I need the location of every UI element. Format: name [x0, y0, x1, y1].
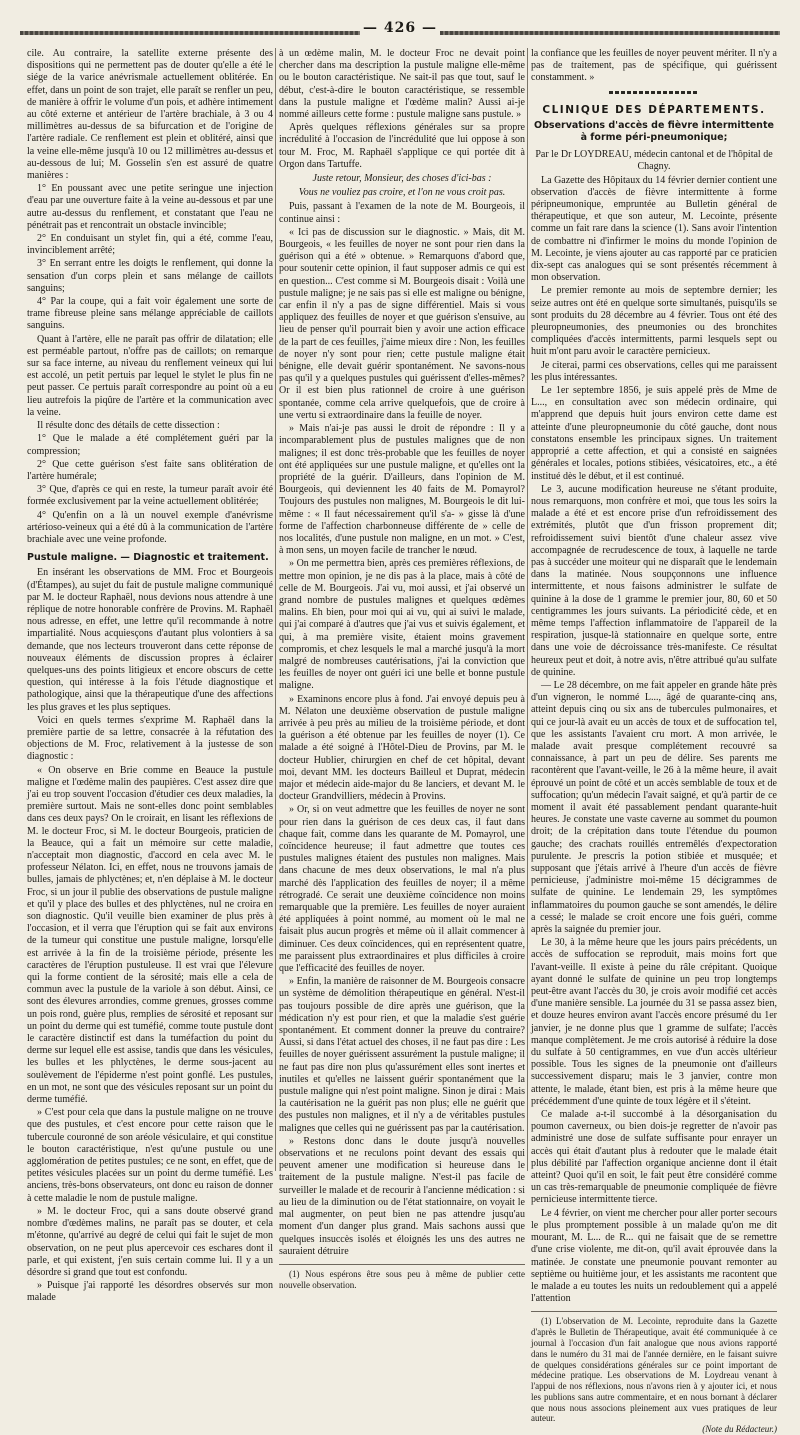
- paragraph: Ce malade a-t-il succombé à la désorganisation du poumon caverneux, ou bien dois-je regretter de n'avoir pas administré une dose de sulfate suffisante pour enrayer un accès qui était d'autant plus à redouter que le malade était plus débilité par l'affection organique ancienne dont il était atteint? Quoi qu'il en soit, le fait peut être considéré comme un cas très-remarquable de pneumonie compliquée de fièvre pernicieuse intermittente tierce.: [531, 1109, 777, 1206]
- paragraph: » C'est pour cela que dans la pustule maligne on ne trouve que des pustules, et c'est encore pour cette raison que le tubercule couronné de son aréole vésiculaire, et qui constitue le bouton caractéristique, n'est qu'une pustule ou une agglomération de petites pustules; ce ne sont, en effet, que de petites vésicules placées sur un point du derme tuméfié. Les anciens, très-bons observateurs, ont donc eu raison de donner à cette maladie le nom de pustule maligne.: [27, 1107, 273, 1204]
- paragraph: » Mais n'ai-je pas aussi le droit de répondre : Il y a incomparablement plus de pustules malignes que de non malignes; il est donc très-probable que les feuilles de noyer ont été appliquées sur une pustule maligne, et qu'elles ont la propriété de la guérir. D'ailleurs, dans l'opinion de M. Bourgeois, qui deviennent les 40 faits de M. Pomayrol? Toujours des pustules non malignes, M. Bourgeois le dit lui-même : « Il faut nécessairement qu'il s'a- » gisse là d'une forme de l'affection charbonneuse différente de » celle de nos localités, d'une pustule non maligne, en un mot. » C'est, à mon sens, un moyen facile de trancher le nœud.: [279, 423, 525, 557]
- page-number: — 426 —: [20, 20, 780, 42]
- paragraph: Après quelques réflexions générales sur sa propre incrédulité à l'occasion de l'incrédulité que lui oppose à son tour M. Froc, M. Raphaël s'applique ce qui portée dit à Orgon dans Tartuffe.: [279, 122, 525, 170]
- paragraph: « On observe en Brie comme en Beauce la pustule maligne et l'œdème malin des paupières. C'est assez dire que j'ai eu trop souvent l'occasion d'étudier ces deux maladies, la première surtout. Mais ne sont-elles donc point semblables dans ces deux pays? On le croirait, en lisant les réflexions de M. le docteur Froc, si M. le docteur Bourgeois, praticien de la Beauce, qui a fait un mémoire sur cette maladie, n'acceptait mon diagnostic, d'accord en cela avec M. le professeur Nélaton. Ici, en effet, nous ne trouvons jamais de bulles, jamais de phlyctènes; et, n'en déplaise à M. le docteur Froc, si un jour il publie des observations de pustule maligne et qu'il y place des bulles et des phlyctènes, nul ne croira en son diagnostic. Qu'il veuille bien examiner de plus près à l'occasion, et il verra que l'éruption qui se fait aux environs de la tumeur qui constitue une pustule maligne, lorsqu'elle est arrivée à la fin de la troisième période, présente les caractères de l'éruption pustuleuse. Il est vrai que l'élevure qui la forme contient de la sérosité; mais elle a cela de commun avec la pustule de la variole à son début. Ainsi, ce sont des élevures arrondies, comme grenues, grosses comme un pois rond, guère plus, remplies de sérosité et reposant sur un point du derme qui est tuméfié, comme toute pustule dont le caractère distinctif est dans la tuméfaction du point du derme sur lequel elle est assise, tandis que dans les vésicules, les bulles et les phlyctènes, le derme sous-jacent au soulèvement de l'épiderme n'est point gonflé. Les pustules, en un mot, ne sont que des vésicules reposant sur un point du derme tuméfié.: [27, 764, 273, 1106]
- paragraph: 2° En conduisant un stylet fin, qui a été, comme l'eau, invinciblement arrêté;: [27, 233, 273, 257]
- ornament-divider: [609, 91, 699, 94]
- paragraph: 4° Qu'enfin on a là un nouvel exemple d'anévrisme artérioso-veineux qui a été dû à la communication de l'artère brachiale avec une veine profonde.: [27, 509, 273, 545]
- paragraph: En insérant les observations de MM. Froc et Bourgeois (d'Étampes), au sujet du fait de pustule maligne communiqué par M. le docteur Raphaël, nous devions nous attendre à une réplique de notre honorable confrère de Provins. M. Raphaël nous adresse, en effet, une lettre qu'il recommande à notre impartialité. Nous acquiesçons d'autant plus volontiers à sa demande, que nos lecteurs trouveront dans cette réponse de nouveaux éléments de discussion propres à éclairer quelques-uns des points litigieux et encore obscurs de cette question, qui intéresse à la fois l'étude diagnostique et pathologique, ainsi que la thérapeutique d'une des affections les plus graves et les plus septiques.: [27, 567, 273, 713]
- paragraph: Quant à l'artère, elle ne paraît pas offrir de dilatation; elle est perméable partout, n'offre pas de caillots; on remarque sur sa face interne, au niveau du renflement veineux qui lui est accolé, un petit pertuis par lequel le stylet le plus fin ne peut passer. Ce pertuis paraît correspondre au point où a eu lieu autrefois la piqûre de l'artère et la communication avec la veine.: [27, 333, 273, 418]
- column-rule: [275, 48, 276, 1171]
- column-2: [279, 48, 525, 1290]
- verse-quote: Vous ne vouliez pas croire, et l'on ne vous croit pas.: [298, 187, 506, 199]
- paragraph: » Or, si on veut admettre que les feuilles de noyer ne sont pour rien dans la guérison de ces deux cas, il faut dans chaque fait, comme dans les quarante de M. Pomayrol, une coïncidence heureuse; il faut admettre que toutes ces pustules malignes étaient des pustules non malignes. Mais dans chacune de mes deux observations, le mal n'a plus marché dès l'application des feuilles de noyer; il a même rétrogradé. Ce serait une deuxième coïncidence non moins remarquable que la première. Les feuilles de noyer auraient été appliquées à point nommé, au moment où le mal ne faisait plus aucun progrès et même où il allait commencer à diminuer. Ces deux coïncidences, qui en représentent quatre, me paraissent plus extraordinaires et plus difficiles à croire que l'efficacité des feuilles de noyer.: [279, 804, 525, 975]
- column-1: [27, 48, 273, 1304]
- footnote: [279, 1264, 525, 1291]
- paragraph: » Puisque j'ai rapporté les désordres observés sur mon malade: [27, 1280, 273, 1304]
- paragraph: Le 3, aucune modification heureuse ne s'étant produite, nous remarquons, mon confrère et moi, que tous les soirs la malade a été et est encore prise d'un refroidissement des extrémités, plutôt que d'un frisson proprement dit; refroidissement suivi bientôt d'une chaleur assez vive accompagnée de recrudescence de toux, à laquelle ne tarde pas à succéder une moiteur qui ne disparaît que le lendemain dans la matinée. Nous soupçonnons une influence intermittente, et nous faisons administrer le sulfate de quinine à la dose de 1 gramme le premier jour, 80, 60 et 50 centigrammes les jours suivants. La périodicité cède, et en même temps l'affection inflammatoire de l'appareil de la respiration, jusque-là stationnaire en quelque sorte, entre dans une voie de décroissance très-manifeste. Ce résultat heureux peut et doit, à notre avis, n'être attribué qu'au sulfate de quinine.: [531, 483, 777, 678]
- paragraph: cile. Au contraire, la satellite externe présente des dispositions qui ne permettent pas de douter qu'elle a été le siége de la varice anévrismale actuellement oblitérée. En effet, dans un point de son trajet, elle paraît se renfler un peu, de manière à offrir le volume d'un pois, et adhère intimement au côté externe et antérieur de l'artère brachiale, à 3 ou 4 millimètres au-dessus de sa bifurcation et de l'origine de l'artère radiale. Ce renflement est plein et oblitéré, ainsi que la veine elle-même jusqu'à 10 ou 12 millimètres au-dessus et au-dessous de lui; M. Gosselin s'en est assuré de quatre manières :: [27, 48, 273, 182]
- paragraph: 1° En poussant avec une petite seringue une injection d'eau par une ouverture faite à la veine au-dessous et par une autre au-dessus du renflement, et constatant que l'eau ne pénétrait pas et rencontrait un obstacle invincible;: [27, 183, 273, 231]
- paragraph: » Restons donc dans le doute jusqu'à nouvelles observations et ne reculons point devant des essais qui peuvent amener une modification si heureuse dans le traitement de la pustule maligne. N'est-il pas facile de surveiller le malade et de recourir à l'ancienne médication : si au lieu de la diminution ou de l'état stationnaire, on voyait le mal augmenter, on peut bien ne pas attendre jusqu'au moment d'un danger plus grand. Mais sachons aussi que quelques insuccès isolés et éloignés les uns des autres ne sauraient détruire: [279, 1135, 525, 1257]
- paragraph: La Gazette des Hôpitaux du 14 février dernier contient une observation d'accès de fièvre intermittente à forme péripneumonique, empruntée au Bulletin général de thérapeutique, et que son auteur, M. Lecointe, présente comme un fait rare dans la science (1). Sans avoir l'intention de combattre ni d'infirmer le moins du monde l'opinion de M. Lecointe, je viens ajouter au cas rapporté par ce praticien dix-sept cas analogues qui se sont présentés récemment à mon observation.: [531, 174, 777, 284]
- paragraph: Le premier remonte au mois de septembre dernier; les seize autres ont été en quelque sorte simultanés, puisqu'ils se sont produits du 28 décembre au 4 février. Tous ont été des pleuropneumonies, des pneumonies ou des bronchites compliquées d'accès intermittents, parmi lesquels sept ou huit m'ont paru avoir le caractère pernicieux.: [531, 285, 777, 358]
- paragraph: Puis, passant à l'examen de la note de M. Bourgeois, il continue ainsi :: [279, 201, 525, 225]
- footnote-text: (1) Nous espérons être sous peu à même de publier cette nouvelle observation.: [279, 1268, 525, 1290]
- paragraph: » Enfin, la manière de raisonner de M. Bourgeois consacre un système de démolition thérapeutique en général. N'est-il pas toujours possible de dire après une guérison, que la médication n'y est pour rien, et que la maladie s'est guérie spontanément. Et comment donner la preuve du contraire? Aussi, si dans l'état actuel des choses, il ne faut pas dire : Les feuilles de noyer guérissent assurément la pustule maligne; il ne faut pas dire non plus qu'assurément elles sont inertes et inutiles et qu'elles ne laissent guérir spontanément que la pustule maligne qui n'est point maligne. Sinon je dirai : Mais la cautérisation ne la guérit pas non plus; elle ne guérit que des pustules non malignes, et il n'y a de véritables pustules malignes que celles qui ne guérissent pas par la cautérisation.: [279, 976, 525, 1134]
- paragraph: 4° Par la coupe, qui a fait voir également une sorte de trame fibreuse pleine sans mélange appréciable de caillots sanguins.: [27, 296, 273, 332]
- paragraph: 3° En serrant entre les doigts le renflement, qui donne la sensation d'un corps plein et sans mélange de caillots sanguins;: [27, 258, 273, 294]
- paragraph: Voici en quels termes s'exprime M. Raphaël dans la première partie de sa lettre, consacrée à la réfutation des objections de M. Froc, relativement à la justesse de son diagnostic :: [27, 714, 273, 763]
- paragraph: 3° Que, d'après ce qui en reste, la tumeur paraît avoir été formée exclusivement par la veine actuellement oblitérée;: [27, 484, 273, 508]
- paragraph: la confiance que les feuilles de noyer peuvent mériter. Il n'y a pas de traitement, pas de spécifique, qui guérissent constamment. »: [531, 48, 777, 84]
- section-heading: Pustule maligne. — Diagnostic et traitement.: [27, 552, 269, 564]
- paragraph: à un œdème malin, M. le docteur Froc ne devait point chercher dans ma description la pustule maligne elle-même ou le bouton caractéristique. Ne sait-il pas que tout, sauf le début, c'est-à-dire le bouton caractéristique, se ressemble dans la pustule maligne et l'œdème malin? Aussi ai-je nommé ailleurs cette forme : pustule maligne sans pustule. »: [279, 48, 525, 121]
- paragraph: » Examinons encore plus à fond. J'ai envoyé depuis peu à M. Nélaton une deuxième observation de pustule maligne arrivée à peu près au milieu de la troisième période, et dont la guérison a été obtenue par les feuilles de noyer (1). Ce malade a été soigné à l'Hôtel-Dieu de Provins, par M. le docteur Hublier, chirurgien en chef de cet hôpital, devant moi, devant MM. les docteurs Bailleul et Duprat, médecin major et médecin aide-major du 8e lanciers, et devant M. le docteur Grandvilliers, médecin à Provins.: [279, 693, 525, 803]
- column-3: [531, 48, 777, 1435]
- paragraph: 1° Que le malade a été complétement guéri par la compression;: [27, 433, 273, 457]
- article-title: Observations d'accès de fièvre intermittente à forme péri-pneumonique;: [534, 119, 774, 144]
- verse-quote: Juste retour, Monsieur, des choses d'ici-bas :: [312, 173, 492, 185]
- paragraph: — Le 28 décembre, on me fait appeler en grande hâte près d'un vigneron, le nommé L..., âgé de quarante-cinq ans, atteint depuis cinq ou six ans de tubercules pulmonaires, et qui ce jour-là avait eu un accès de toux et de suffocation tel, que les assistants l'avaient cru mort. A mon arrivée, le malade avait presque complétement recouvré sa connaissance, à part un peu de délire. Ses parents me racontèrent que l'avant-veille, le 26 à la même heure, il avait éprouvé un point de côté et un accès semblable de toux et de suffocation; qu'un médecin l'avait saigné, et qu'à partir de ce moment il avait été passablement pendant quarante-huit heures. Je constate une vaste caverne au sommet du poumon droit; de la crépitation dans toute l'étendue du poumon gauche; des crachats rouillés entremêlés d'expectoration purulente. Je prescris la potion stibiée et musquée; et supposant que j'étais arrivé à l'heure d'un accès de fièvre pernicieuse, j'administre moi-même 15 décigrammes de sulfate de quinine. Le lendemain 29, les symptômes inflammatoires du poumon gauche se sont amendés, le délire a cessé; le malade se croit encore une fois guéri, comme après la saignée du premier jour.: [531, 679, 777, 936]
- paragraph: Je citerai, parmi ces observations, celles qui me paraissent les plus intéressantes.: [531, 359, 777, 383]
- footnote-signature: (Note du Rédacteur.): [702, 1424, 777, 1435]
- section-heading: CLINIQUE DES DÉPARTEMENTS.: [542, 103, 766, 116]
- paragraph: » M. le docteur Froc, qui a sans doute observé grand nombre d'œdèmes malins, ne paraît pas se douter, et cela m'étonne, qu'arrivé au degré de celui qui fait le sujet de mon observation, on ne peut plus apercevoir ces eschares dont il parle, et qui existent, j'en suis certain comme lui. Il y a un désordre si grand que tout est confondu.: [27, 1205, 273, 1278]
- footnote-text: (1) L'observation de M. Lecointe, reproduite dans la Gazette d'après le Bulletin de Thérapeutique, avait été communiquée à ce journal à l'occasion d'un fait analogue que nous avions rapporté dans le numéro du 31 mai de l'année dernière, en le faisant suivre de quelques considérations générales sur ce point important de médecine pratique. Les observations de M. Loydreau venant à l'appui de nos réflexions, nous n'avons rien à y ajouter ici, et nous les publions sans autre commentaire, et en nous bornant à déclarer que nous nous associons pleinement aux vues pratiques de leur auteur.: [531, 1316, 777, 1424]
- paragraph: Le 30, à la même heure que les jours pairs précédents, un accès de suffocation se reproduit, mais moins fort que l'avant-veille. Il existe à peine du râle crépitant. Quoique ayant donné le sulfate de quinine un peu trop longtemps peut-être avant l'accès du 30, je crois avoir modifié cet accès d'une manière sensible. La journée du 31 se passa assez bien, et douze heures environ avant l'accès encore présumé du 1er janvier, je ne donne plus que 1 gramme de sulfate; l'accès manque complètement. Je me crois autorisé à réduire la dose du sulfate à 50 centigrammes, en vue d'un accès ultérieur possible. Tous les signes de la pneumonie ont d'ailleurs successivement disparu; mais le 3 janvier, contre mon attente, le malade, étant bien, est pris à la même heure que précédemment d'une quinte de toux légère et il s'éteint.: [531, 937, 777, 1107]
- column-rule: [527, 48, 528, 1171]
- paragraph: Il résulte donc des détails de cette dissection :: [37, 420, 220, 432]
- paragraph: Le 4 février, on vient me chercher pour aller porter secours le plus promptement possible à un malade qu'on me dit mourant, M. L... de R... qui ne faisait que de se remettre d'une crise violente, me dit-on, qu'il avait éprouvée dans la matinée. Je constate une pneumonie pouvant remonter au septième ou huitième jour, et les assistants me racontent que le malade a eu toutes les nuits un redoublement qui a appelé l'attention: [531, 1207, 777, 1305]
- paragraph: » On me permettra bien, après ces premières réflexions, de mettre mon opinion, je ne dis pas à la place, mais à côté de celle de M. Bourgeois. J'ai vu, moi aussi, et j'ai observé un grand nombre de pustules malignes et quelques œdèmes malins. Eh bien, pour moi qui ai vu, qui ai suivi le malade, qui j'ai comparé à d'autres que j'ai vus et suivis également, et qui, à ma première visite, étaient moins gravement compromis, et chez lesquels le mal a marché jusqu'à la mort malgré de nombreuses cautérisations, j'ai la conviction que les feuilles de noyer ont guéri ici une belle et bonne pustule maligne.: [279, 558, 525, 692]
- footnote: [531, 1311, 777, 1435]
- paragraph: 2° Que cette guérison s'est faite sans oblitération de l'artère humérale;: [27, 458, 273, 482]
- paragraph: « Ici pas de discussion sur le diagnostic. » Mais, dit M. Bourgeois, « les feuilles de noyer ne sont pour rien dans la guérison qui a été » obtenue. » Remarquons d'abord que, pour soutenir cette opinion, il faut supposer admis ce qui est en question... C'est comme si M. Bourgeois disait : Voilà une pustule maligne; je ne sais pas si elle est maligne ou bénigne, car enfin il n'y a pas de signe différentiel. Mais si vous appliquez des feuilles de noyer et que guérison s'ensuive, au lieu de penser qu'il pourrait bien y avoir une action efficace de la part de ces feuilles, j'aime mieux dire : Non, les feuilles de noyer n'y sont pour rien; cette pustule maligne était bénigne, elle devait guérir spontanément. Ne savons-nous pas qu'il y a quelques pustules qui guérissent d'elles-mêmes? Or il est bien plus rationnel de croire à une guérison spontanée, comme cela arrive quelquefois, que de croire à une vertu si extraordinaire dans la feuille de noyer.: [279, 226, 525, 421]
- byline: Par le Dr LOYDREAU, médecin cantonal et de l'hôpital de Chagny.: [535, 149, 773, 173]
- paragraph: Le 1er septembre 1856, je suis appelé près de Mme de L..., en consultation avec son médecin ordinaire, qui m'apprend que depuis huit jours environ cette dame est atteinte d'une pleuropneumonie du côté gauche, dont nous constatons ensemble les principaux signes. Un traitement approprié a cette affection, et qui a consisté en saignées générales et locales, potions stibiées, vésicatoires, etc., a été institué dès le début, et il est continué.: [531, 385, 777, 482]
